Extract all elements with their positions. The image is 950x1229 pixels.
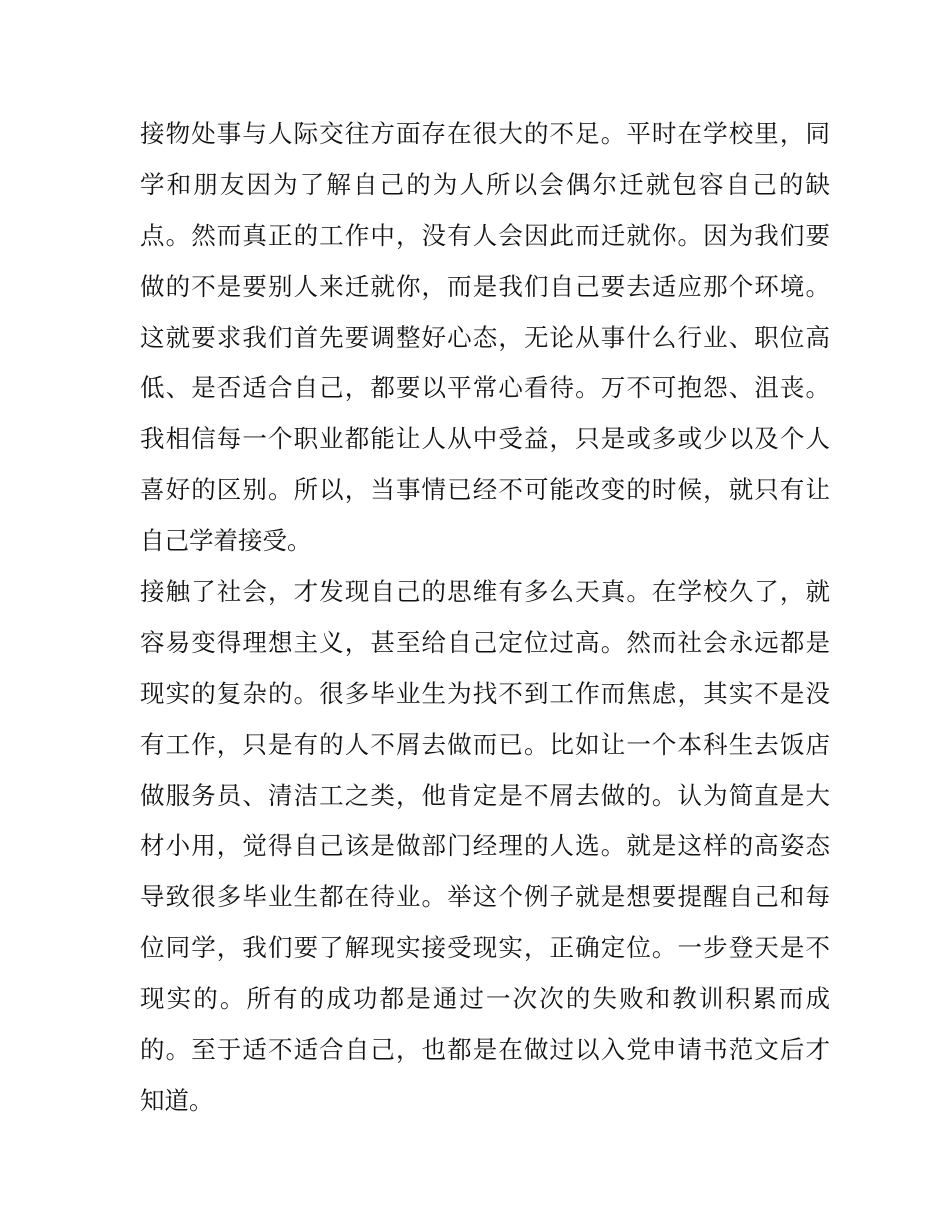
text-line: 做的不是要别人来迁就你，而是我们自己要去适应那个环境。 [140,271,830,301]
text-line: 我相信每一个职业都能让人从中受益，只是或多或少以及个人 [140,424,830,454]
document-body [140,109,830,1127]
paragraph-1 [140,109,830,567]
text-line: 喜好的区别。所以，当事情已经不可能改变的时候，就只有让 [140,475,830,505]
text-line: 材小用，觉得自己该是做部门经理的人选。就是这样的高姿态 [140,831,830,861]
text-line: 有工作，只是有的人不屑去做而已。比如让一个本科生去饭店 [140,729,830,759]
paragraph-2 [140,567,830,1127]
text-line: 的。至于适不适合自己，也都是在做过以入党申请书范文后才 [140,1035,830,1065]
text-line: 接物处事与人际交往方面存在很大的不足。平时在学校里，同 [140,119,830,148]
text-line: 接触了社会，才发现自己的思维有多么天真。在学校久了，就 [140,577,830,607]
text-line: 知道。 [140,1085,214,1115]
text-line: 点。然而真正的工作中，没有人会因此而迁就你。因为我们要 [140,220,830,250]
text-line: 导致很多毕业生都在待业。举这个例子就是想要提醒自己和每 [140,882,830,912]
text-line: 现实的复杂的。很多毕业生为找不到工作而焦虑，其实不是没 [140,678,830,708]
text-line: 现实的。所有的成功都是通过一次次的失败和教训积累而成 [140,984,830,1014]
text-line: 做服务员、清洁工之类，他肯定是不屑去做的。认为简直是大 [140,780,830,810]
text-line: 学和朋友因为了解自己的为人所以会偶尔迁就包容自己的缺 [140,169,830,199]
text-line: 容易变得理想主义，甚至给自己定位过高。然而社会永远都是 [140,627,830,657]
text-line: 自己学着接受。 [140,526,312,556]
text-line: 这就要求我们首先要调整好心态，无论从事什么行业、职位高 [140,322,830,352]
text-line: 位同学，我们要了解现实接受现实，正确定位。一步登天是不 [140,933,830,963]
text-line: 低、是否适合自己，都要以平常心看待。万不可抱怨、沮丧。 [140,373,830,403]
